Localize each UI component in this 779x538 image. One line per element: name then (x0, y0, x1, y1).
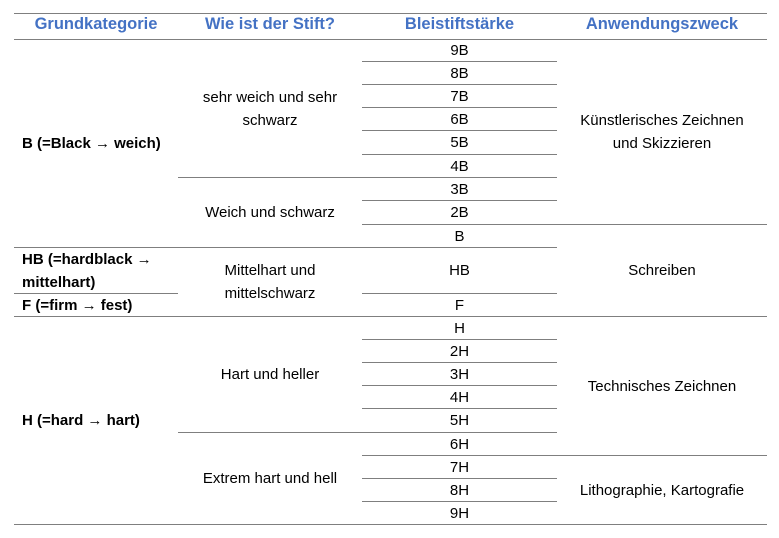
header-wie-ist-der-stift: Wie ist der Stift? (204, 14, 336, 33)
grade-cell: 2H (449, 343, 470, 360)
category-hb: HB (=hardblack → mittelhart) (22, 250, 152, 291)
grade-cell: 8H (449, 482, 470, 499)
purpose-lithographie: Lithographie, Kartografie (579, 481, 745, 499)
grade-cell: 6B (450, 111, 469, 128)
grade-cell: 5B (450, 134, 469, 151)
grade-cell: 2B (450, 204, 469, 221)
description-hart-heller: Hart und heller (220, 366, 320, 383)
description-mittelhart: Mittelhart und mittelschwarz (224, 262, 316, 302)
header-bleistiftstaerke: Bleistiftstärke (404, 14, 515, 33)
header-anwendungszweck: Anwendungszweck (585, 14, 739, 33)
header-top-border (14, 13, 767, 14)
category-h: H (=hard → hart) (22, 412, 140, 429)
description-weich: Weich und schwarz (205, 204, 335, 221)
grade-cell: 9B (450, 42, 469, 59)
purpose-schreiben: Schreiben (628, 262, 696, 279)
grade-cell: 6H (449, 436, 470, 453)
grade-cell: 4B (450, 158, 469, 175)
grade-cell: B (454, 228, 465, 245)
grade-cell: HB (449, 262, 470, 279)
grade-cell: H (454, 320, 465, 337)
grade-cell: 9H (449, 505, 470, 522)
purpose-technisch: Technisches Zeichnen (587, 377, 737, 395)
category-b: B (=Black → weich) (22, 135, 161, 152)
grade-cell: 4H (449, 389, 470, 406)
grade-cell: 7B (450, 88, 469, 105)
grade-cell: F (454, 297, 465, 314)
purpose-kuenstlerisch: Künstlerisches Zeichnen und Skizzieren (580, 112, 744, 152)
header-grundkategorie: Grundkategorie (34, 14, 158, 33)
grade-cell: 5H (449, 412, 470, 429)
grade-cell: 3H (449, 366, 470, 383)
grade-cell: 7H (449, 459, 470, 476)
description-sehr-weich: sehr weich und sehr schwarz (202, 88, 338, 129)
grade-cell: 8B (450, 65, 469, 82)
grade-cell: 3B (450, 181, 469, 198)
category-f: F (=firm → fest) (22, 296, 133, 314)
description-extrem-hart: Extrem hart und hell (202, 470, 338, 487)
